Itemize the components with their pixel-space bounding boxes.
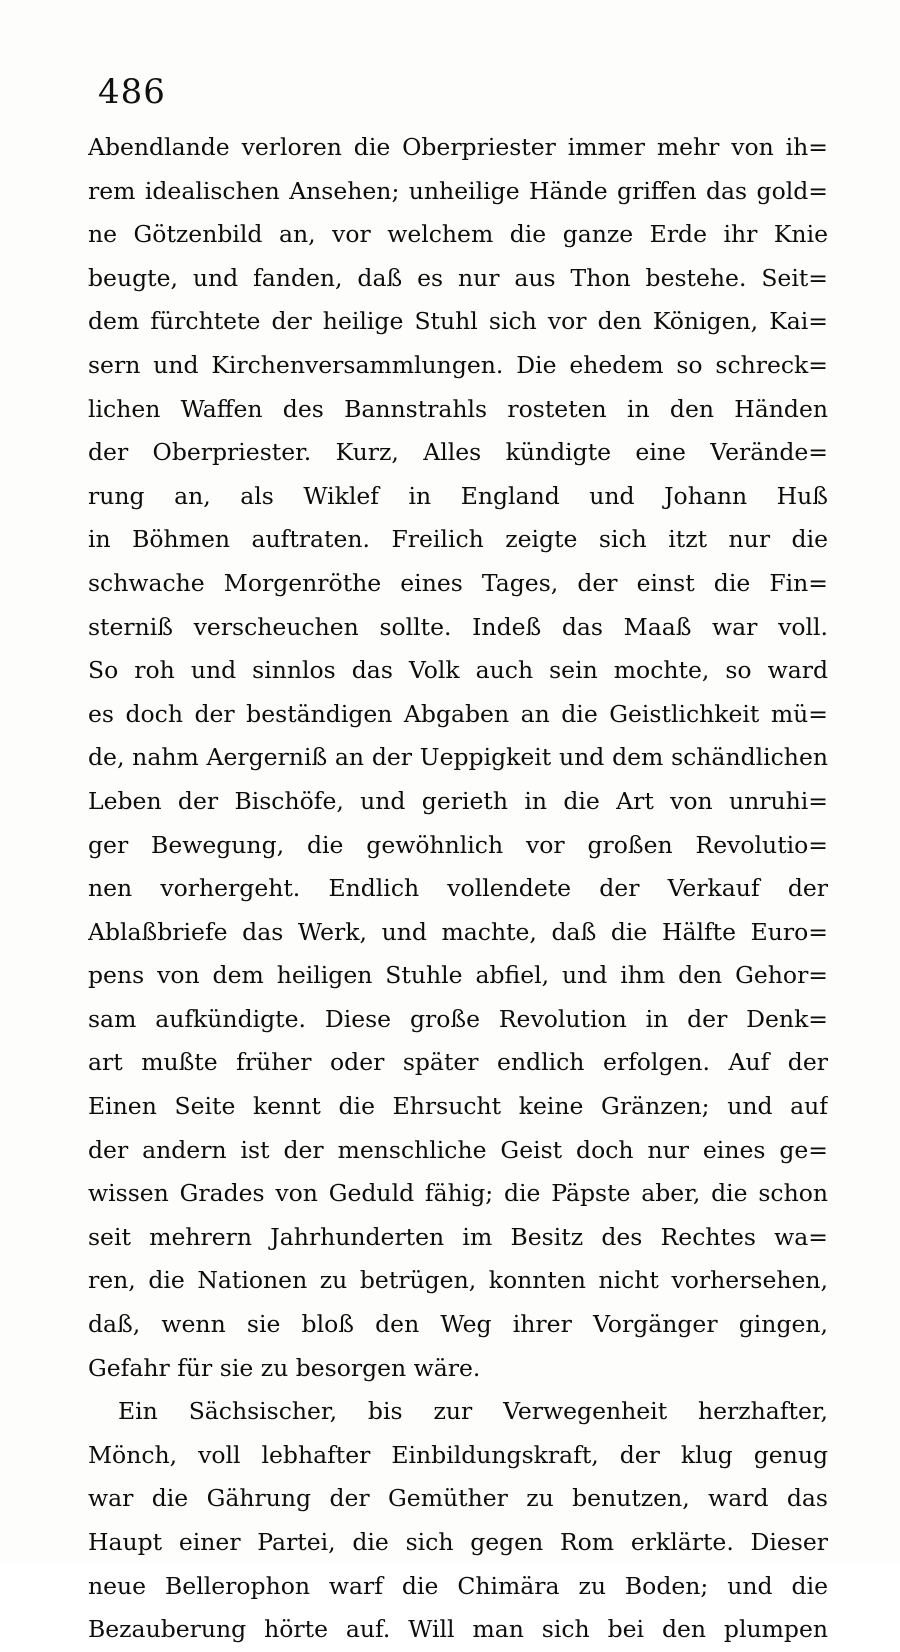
text-line: wissen Grades von Geduld fähig; die Päpste aber, die schon bbox=[88, 1179, 828, 1208]
text-line: daß, wenn sie bloß den Weg ihrer Vorgänger gingen, bbox=[88, 1310, 828, 1339]
paragraph-1 bbox=[88, 126, 828, 1390]
text-line: So roh und sinnlos das Volk auch sein mochte, so ward bbox=[88, 656, 828, 685]
text-line: sern und Kirchenversammlungen. Die ehedem so schreck= bbox=[88, 350, 828, 379]
text-line: Abendlande verloren die Oberpriester immer mehr von ih= bbox=[88, 133, 828, 161]
text-line: rung an, als Wiklef in England und Johann Huß bbox=[88, 481, 828, 510]
text-line: art mußte früher oder später endlich erfolgen. Auf der bbox=[88, 1048, 828, 1077]
text-line: ren, die Nationen zu betrügen, konnten nicht vorhersehen, bbox=[88, 1266, 828, 1295]
text-line: beugte, und fanden, daß es nur aus Thon bestehe. Seit= bbox=[88, 263, 828, 292]
text-line: der andern ist der menschliche Geist doch nur eines ge= bbox=[88, 1135, 828, 1164]
text-line: schwache Morgenröthe eines Tages, der einst die Fin= bbox=[88, 568, 828, 597]
text-line: in Böhmen auftraten. Freilich zeigte sich itzt nur die bbox=[88, 525, 828, 554]
text-line: sam aufkündigte. Diese große Revolution in der Denk= bbox=[88, 1004, 828, 1033]
text-line: ger Bewegung, die gewöhnlich vor großen Revolutio= bbox=[88, 830, 828, 859]
text-line: dem fürchtete der heilige Stuhl sich vor den Königen, Kai= bbox=[88, 307, 828, 336]
text-line: der Oberpriester. Kurz, Alles kündigte eine Verände= bbox=[88, 438, 828, 467]
text-line: de, nahm Aergerniß an der Ueppigkeit und dem schändlichen bbox=[88, 743, 828, 772]
text-line: rem idealischen Ansehen; unheilige Hände griffen das gold= bbox=[88, 176, 828, 205]
text-line: seit mehrern Jahrhunderten im Besitz des Rechtes wa= bbox=[88, 1222, 828, 1251]
text-line: Mönch, voll lebhafter Einbildungskraft, der klug genug bbox=[88, 1440, 828, 1469]
text-line: nen vorhergeht. Endlich vollendete der Verkauf der bbox=[88, 874, 828, 903]
text-line: sterniß verscheuchen sollte. Indeß das Maaß war voll. bbox=[88, 612, 828, 641]
text-line: pens von dem heiligen Stuhle abfiel, und ihm den Gehor= bbox=[88, 961, 828, 990]
text-line: Ein Sächsischer, bis zur Verwegenheit herzhafter, bbox=[118, 1397, 828, 1426]
text-line: Haupt einer Partei, die sich gegen Rom erklärte. Dieser bbox=[88, 1528, 828, 1556]
text-line: Bezauberung hörte auf. Will man sich bei den plumpen bbox=[88, 1615, 828, 1644]
text-line: war die Gährung der Gemüther zu benutzen, ward das bbox=[88, 1484, 828, 1513]
page-number: 486 bbox=[98, 72, 166, 112]
text-line: ne Götzenbild an, vor welchem die ganze Erde ihr Knie bbox=[88, 220, 828, 249]
text-line: Einen Seite kennt die Ehrsucht keine Gränzen; und auf bbox=[88, 1092, 828, 1121]
text-line: Leben der Bischöfe, und gerieth in die Art von unruhi= bbox=[88, 786, 828, 815]
body-text bbox=[88, 126, 828, 1652]
text-line: es doch der beständigen Abgaben an die Geistlichkeit mü= bbox=[88, 699, 828, 728]
paragraph-2 bbox=[88, 1390, 828, 1652]
text-line: lichen Waffen des Bannstrahls rosteten in den Händen bbox=[88, 394, 828, 423]
text-line: Ablaßbriefe das Werk, und machte, daß die Hälfte Euro= bbox=[88, 917, 828, 946]
text-line: Gefahr für sie zu besorgen wäre. bbox=[88, 1353, 481, 1382]
text-line: neue Bellerophon warf die Chimära zu Boden; und die bbox=[88, 1571, 828, 1600]
